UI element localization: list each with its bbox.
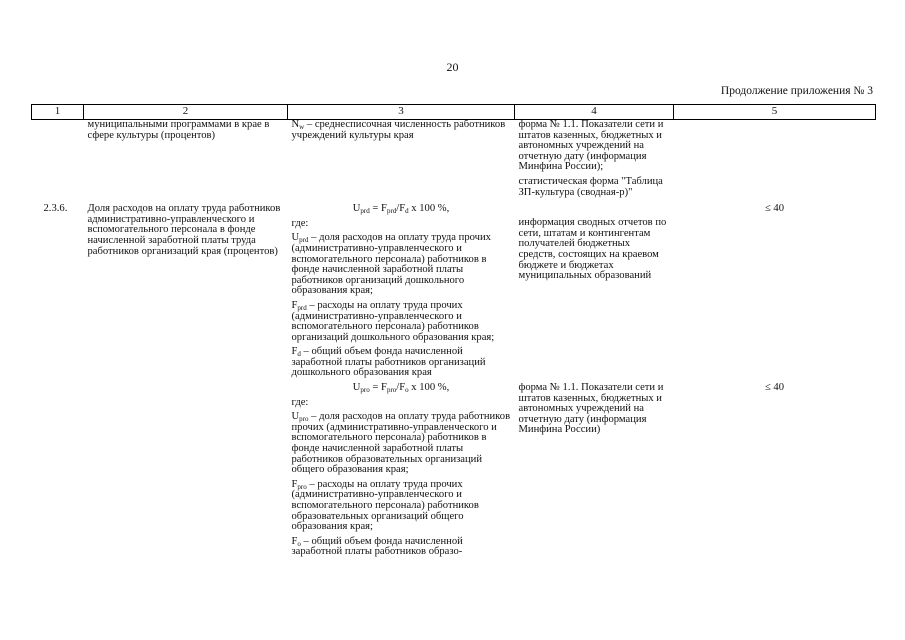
indicator-title: муниципальными программами в крае в сфере культуры (процентов): [87, 119, 270, 141]
data-source: форма № 1.1. Показатели сети и штатов казенных, бюджетных и автономных учреждений на отчетную дату (информация Минфина России); статистическая форма "Таблица ЗП-культура (сводная-р)": [518, 119, 664, 198]
formula-cell: $U_{pro} = F_{pro}/F_o$ x 100 %, где: $U_{pro}$ – доля расходов на оплату труда работников прочих (административно-управленческого и вспомогательного персонала) работников в фонде начисленной заработной платы работников образовательных организаций общего образования края; $F_{pro}$ – расходы на оплату труда прочих (административно-управленческого и вспомогательного персонала) работников образовательных организаций общего образования края; $F_o$ – общий объем фонда начисленной заработной платы работников образо-: [291, 382, 511, 558]
page-number: 20: [446, 60, 459, 74]
column-header: 3: [288, 105, 515, 120]
formula: $U_{prd} = F_{prd}/F_d$ x 100 %,: [352, 203, 450, 216]
table-row: [32, 120, 876, 203]
indicator-table: [31, 104, 876, 562]
column-header: 1: [32, 105, 84, 120]
column-header: 5: [674, 105, 876, 120]
data-source: форма № 1.1. Показатели сети и штатов казенных, бюджетных и автономных учреждений на отчетную дату (информация Минфина России): [518, 382, 664, 436]
table-header-row: [32, 105, 876, 120]
table-row: [32, 383, 876, 562]
formula-cell: $U_{prd} = F_{prd}/F_d$ x 100 %, где: $U_{prd}$ – доля расходов на оплату труда прочих (административно-управленческого и вспомогательного персонала) работников в фонде начисленной заработной платы работников организаций дошкольного образования края; $F_{prd}$ – расходы на оплату труда прочих (административно-управленческого и вспомогательного персонала) работников организаций дошкольного образования края; $F_d$ – общий объем фонда начисленной заработной платы работников организаций дошкольного образования края: [288, 202, 515, 383]
formula-definition: $N_w$ – среднесписочная численность работников учреждений культуры края: [291, 119, 506, 141]
indicator-title: Доля расходов на оплату труда работников административно-управленческого и вспомогательного персонала в фонде начисленной заработной платы труда работников организаций края (процентов): [87, 203, 281, 257]
target-value: ≤ 40: [764, 382, 785, 394]
column-header: 2: [84, 105, 288, 120]
target-value: ≤ 40: [764, 203, 785, 215]
indicator-number: 2.3.6.: [43, 203, 68, 215]
continuation-label: Продолжение приложения № 3: [720, 85, 873, 97]
data-source: информация сводных отчетов по сети, штатам и контингентам получателей бюджетных средств, состоящих на краевом бюджете и бюджетах муниципальных образований: [518, 217, 667, 282]
table-row: [32, 202, 876, 383]
formula: $U_{pro} = F_{pro}/F_o$ x 100 %,: [352, 382, 450, 395]
column-header: 4: [515, 105, 674, 120]
